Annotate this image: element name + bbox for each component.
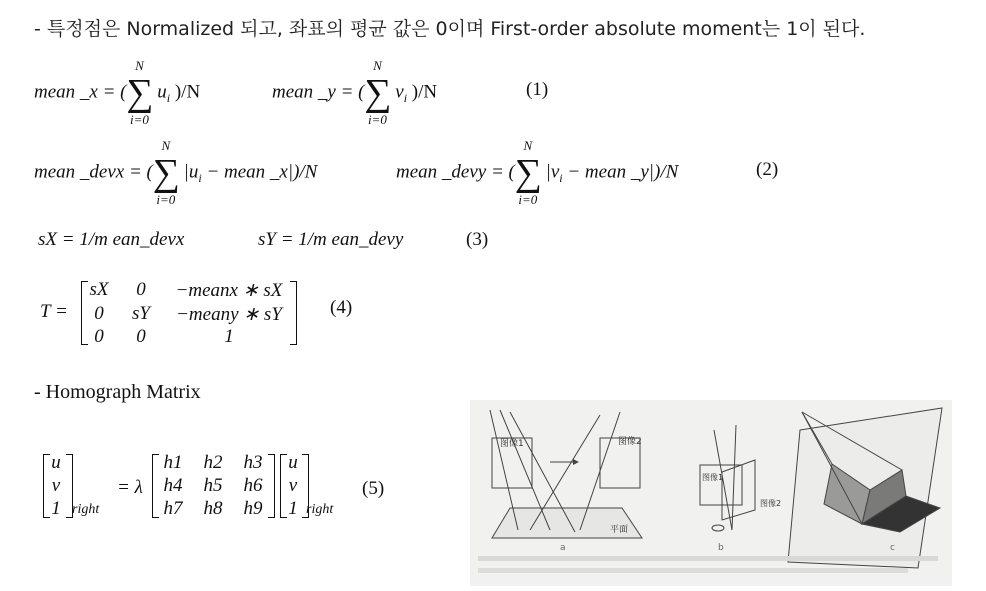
panel-a-plane-label: 平面 <box>610 525 629 535</box>
t-cell: 0 <box>136 279 146 300</box>
t-cell: 0 <box>94 303 104 324</box>
t-cell: sY <box>132 303 150 324</box>
panel-c <box>788 408 942 568</box>
equals-lambda: = λ <box>117 477 143 498</box>
t-cell: sX <box>89 279 109 300</box>
panel-b-image1-label: 图像1 <box>702 473 724 482</box>
equation-1: mean _x = ( N ∑ i=0 $u_i$ )/N <box>34 58 201 127</box>
equation-1-y: mean _y = ( N ∑ i=0 $v_i$ )/N <box>272 58 438 127</box>
equation-2-devy: mean _devy = ( N ∑ i=0 $|v_i$ − mean _y|)/N <box>396 138 679 207</box>
intro-text: - 특정점은 Normalized 되고, 좌표의 평균 값은 0이며 First-order absolute moment는 1이 된다. <box>34 18 866 40</box>
equation-3-number: (3) <box>466 229 489 250</box>
right-sub-right: right <box>306 502 334 517</box>
eq1-mean-y-term: v <box>395 81 404 103</box>
sum-symbol: N ∑ i=0 <box>152 138 180 207</box>
eq1-mean-x-lhs: mean _x = ( <box>34 81 127 103</box>
panel-a-image1-label: 图像1 <box>500 439 524 449</box>
t-cell: 1 <box>224 326 234 347</box>
equation-3-sx: sX = 1/m ean_devx <box>38 229 185 250</box>
panel-label-b: b <box>718 543 724 553</box>
sum-symbol: N ∑ i=0 <box>126 58 154 127</box>
eq1-mean-y-lhs: mean _y = ( <box>272 81 365 103</box>
equation-3-sy: sY = 1/m ean_devy <box>258 229 404 250</box>
scanned-figure <box>470 400 952 586</box>
figure-illustration <box>470 400 952 586</box>
t-cell: 0 <box>136 326 146 347</box>
t-cell: −meanx ∗ sX <box>175 280 283 301</box>
equation-2-devx: mean _devx = ( N ∑ i=0 $|u_i$ − mean _x|)/N <box>34 138 318 207</box>
equation-5-number: (5) <box>362 478 385 499</box>
eq1-mean-y-rhs: )/N <box>411 81 438 103</box>
equation-4-number: (4) <box>330 297 353 318</box>
sum-symbol: N ∑ i=0 <box>364 58 392 127</box>
eq1-mean-x-rhs: )/N <box>174 81 201 103</box>
panel-label-c: c <box>890 543 895 553</box>
equation-4-lhs: T = <box>40 301 68 322</box>
equation-1-number: (1) <box>526 79 549 100</box>
t-cell: −meany ∗ sY <box>176 304 282 325</box>
equation-2-number: (2) <box>756 159 779 180</box>
panel-b-image2-label: 图像2 <box>760 499 782 508</box>
panel-a-image2-label: 图像2 <box>618 437 642 447</box>
homograph-heading: - Homograph Matrix <box>34 381 201 403</box>
sum-symbol: N ∑ i=0 <box>514 138 542 207</box>
left-sub-right: right <box>72 502 100 517</box>
panel-label-a: a <box>560 543 566 553</box>
t-cell: 0 <box>94 326 104 347</box>
eq1-mean-x-term: u <box>157 81 167 103</box>
